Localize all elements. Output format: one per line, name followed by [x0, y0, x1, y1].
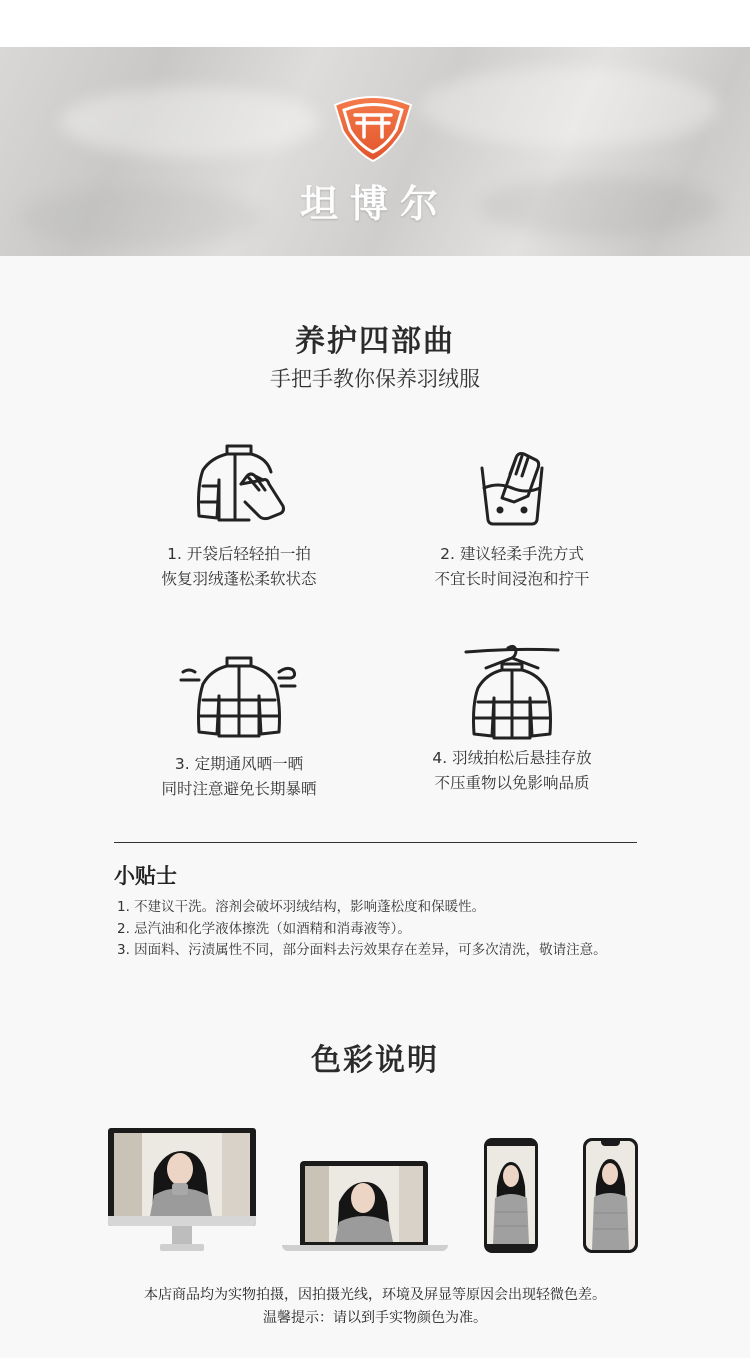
care-step-2: [382, 440, 642, 592]
banner-texture: [420, 67, 720, 147]
pat-down-jacket-icon: [189, 440, 289, 532]
top-white-strip: [0, 0, 750, 47]
tip-item: 3. 因面料、污渍属性不同，部分面料去污效果存在差异，可多次清洗，敬请注意。: [117, 942, 607, 958]
model-photo: [305, 1166, 423, 1242]
step-3-line-1: 3. 定期通风晒一晒: [174, 755, 304, 773]
laptop: [282, 1161, 448, 1253]
step-4-line-2: 不压重物以免影响品质: [434, 774, 590, 792]
tip-item: 1. 不建议干洗。溶剂会破坏羽绒结构，影响蓬松度和保暖性。: [117, 899, 486, 915]
color-note-line-1: 本店商品均为实物拍摄，因拍摄光线，环境及屏显等原因会出现轻微色差。: [144, 1287, 606, 1303]
step-1-line-1: 1. 开袋后轻轻拍一拍: [167, 545, 311, 563]
color-note-line-2: 温馨提示：请以到手实物颜色为准。: [263, 1310, 487, 1326]
desktop-monitor: [108, 1128, 256, 1254]
hanging-jacket-icon: [462, 644, 562, 742]
step-3-line-2: 同时注意避免长期暴晒: [161, 780, 317, 798]
tips-title: 小贴士: [114, 864, 177, 888]
tips-list: [117, 897, 607, 962]
step-2-line-1: 2. 建议轻柔手洗方式: [440, 545, 584, 563]
model-photo: [586, 1141, 635, 1250]
model-photo: [114, 1133, 250, 1216]
shield-logo-icon: [331, 93, 415, 163]
section-divider: [114, 842, 637, 843]
airing-jacket-icon: [179, 650, 299, 742]
care-step-4: [382, 644, 642, 796]
care-step-1: [109, 440, 369, 592]
phone-notch: [583, 1138, 638, 1253]
care-subtitle: 手把手教你保养羽绒服: [270, 367, 480, 391]
care-title: 养护四部曲: [295, 324, 455, 359]
step-4-line-1: 4. 羽绒拍松后悬挂存放: [432, 749, 592, 767]
step-1-line-2: 恢复羽绒蓬松柔软状态: [161, 570, 317, 588]
brand-name: 坦博尔: [299, 182, 450, 226]
tip-item: 2. 忌汽油和化学液体擦洗（如酒精和消毒液等）。: [117, 920, 411, 937]
model-photo: [487, 1146, 535, 1244]
care-step-3: [109, 650, 369, 802]
hand-wash-basin-icon: [462, 440, 562, 532]
banner-texture: [60, 87, 320, 157]
phone: [484, 1138, 538, 1253]
step-2-line-2: 不宜长时间浸泡和拧干: [434, 570, 590, 588]
color-title: 色彩说明: [311, 1043, 439, 1078]
